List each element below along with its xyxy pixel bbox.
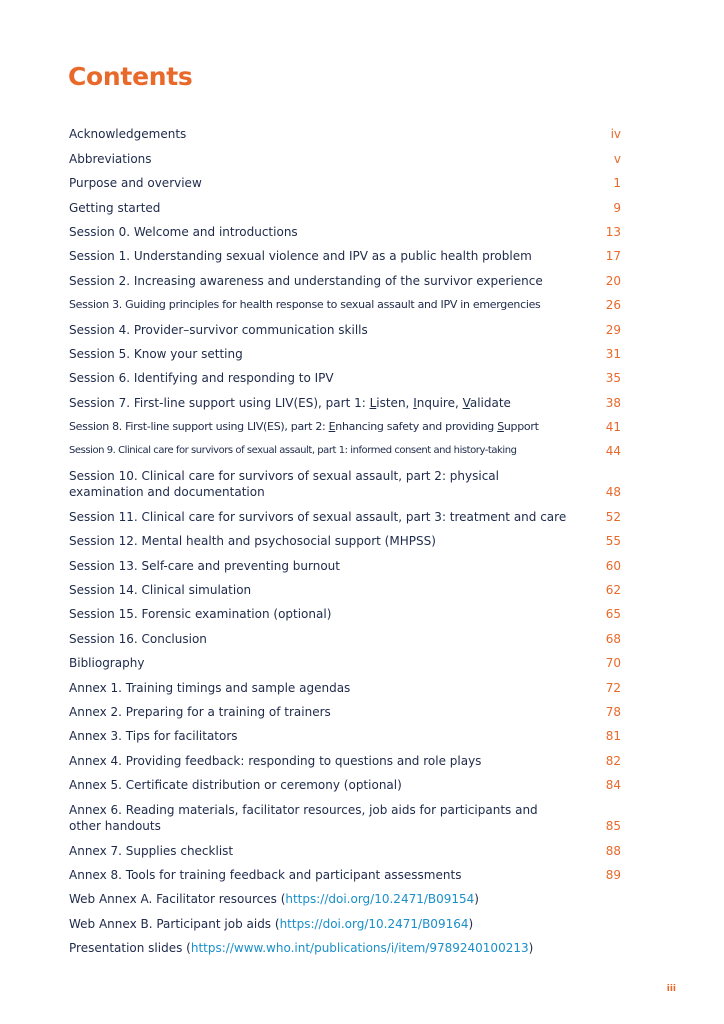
toc-entry[interactable] — [69, 169, 621, 193]
toc-entry-label: Session 12. Mental health and psychosocial support (MHPSS) — [69, 534, 436, 549]
toc-entry[interactable] — [69, 120, 621, 144]
toc-entry-page: 55 — [605, 534, 621, 549]
toc-entry-page: 17 — [605, 249, 621, 264]
toc-entry[interactable] — [69, 364, 621, 388]
footer-page-number: iii — [666, 984, 676, 994]
toc-entry-page: 65 — [605, 607, 621, 622]
toc-entry-page: 41 — [605, 420, 621, 435]
toc-entry-page: 60 — [605, 558, 621, 573]
toc-entry-page: 62 — [605, 583, 621, 598]
toc-entry[interactable] — [69, 266, 621, 290]
toc-entry[interactable] — [69, 600, 621, 624]
toc-entry[interactable] — [69, 722, 621, 746]
toc-entry-page: 78 — [605, 704, 621, 719]
toc-entry-label: Annex 6. Reading materials, facilitator resources, job aids for participants and other handouts — [69, 803, 538, 834]
toc-entry[interactable] — [69, 193, 621, 217]
toc-entry-page: 85 — [605, 819, 621, 834]
toc-entry-page: 13 — [605, 224, 621, 239]
toc-entry[interactable] — [69, 836, 621, 860]
toc-entry-label: Annex 1. Training timings and sample agendas — [69, 680, 351, 695]
toc-entry[interactable] — [69, 315, 621, 339]
toc-entry-page: iv — [610, 127, 621, 142]
toc-entry[interactable] — [69, 242, 621, 266]
toc-entry-label: Purpose and overview — [69, 176, 202, 191]
table-of-contents — [69, 120, 621, 958]
toc-entry[interactable] — [69, 461, 621, 502]
toc-entry[interactable] — [69, 551, 621, 575]
toc-entry-page: 29 — [605, 322, 621, 337]
toc-entry-label: Abbreviations — [69, 151, 152, 166]
toc-entry[interactable] — [69, 795, 621, 836]
toc-entry-label: Session 6. Identifying and responding to IPV — [69, 371, 334, 386]
toc-entry-label: Session 7. First-line support using LIV(ES), part 1: Listen, Inquire, Validate — [69, 395, 511, 410]
toc-entry-page: 88 — [605, 843, 621, 858]
web-entry — [69, 885, 621, 909]
toc-entry-label: Session 15. Forensic examination (optional) — [69, 607, 332, 622]
toc-entry[interactable] — [69, 746, 621, 770]
web-entry-label: Presentation slides (https://www.who.int/publications/i/item/9789240100213) — [69, 941, 534, 956]
toc-entry[interactable] — [69, 771, 621, 795]
toc-entry-label: Annex 4. Providing feedback: responding to questions and role plays — [69, 753, 482, 768]
page-title: Contents — [68, 62, 193, 91]
toc-entry-label: Annex 8. Tools for training feedback and participant assessments — [69, 867, 462, 882]
toc-entry-page: 52 — [605, 509, 621, 524]
toc-entry-page: 72 — [605, 680, 621, 695]
toc-entry-page: 38 — [605, 395, 621, 410]
toc-entry-label: Session 9. Clinical care for survivors of sexual assault, part 1: informed consent and history-taking — [69, 445, 517, 457]
toc-entry-label: Annex 7. Supplies checklist — [69, 843, 234, 858]
toc-entry-page: 82 — [605, 753, 621, 768]
toc-entry-page: 26 — [605, 298, 621, 313]
toc-entry-page: 70 — [605, 656, 621, 671]
toc-entry-page: 35 — [605, 371, 621, 386]
web-entry — [69, 909, 621, 933]
toc-entry-label: Bibliography — [69, 656, 145, 671]
toc-entry-page: 48 — [605, 485, 621, 500]
toc-entry-label: Session 1. Understanding sexual violence and IPV as a public health problem — [69, 249, 532, 264]
toc-entry[interactable] — [69, 576, 621, 600]
toc-entry[interactable] — [69, 861, 621, 885]
toc-entry[interactable] — [69, 144, 621, 168]
toc-entry-page: 84 — [605, 778, 621, 793]
toc-entry-label: Acknowledgements — [69, 127, 187, 142]
toc-entry-label: Annex 3. Tips for facilitators — [69, 729, 238, 744]
toc-entry-label: Session 10. Clinical care for survivors of sexual assault, part 2: physical examination and documentation — [69, 469, 499, 500]
presentation-slides-link[interactable]: https://www.who.int/publications/i/item/9789240100213 — [190, 941, 529, 956]
toc-entry[interactable] — [69, 698, 621, 722]
toc-entry[interactable] — [69, 527, 621, 551]
toc-entry[interactable] — [69, 291, 621, 315]
toc-entry-label: Session 11. Clinical care for survivors of sexual assault, part 3: treatment and care — [69, 509, 567, 524]
toc-entry-page: 1 — [613, 176, 621, 191]
toc-entry[interactable] — [69, 413, 621, 437]
toc-entry-label: Annex 5. Certificate distribution or ceremony (optional) — [69, 778, 402, 793]
web-entry-label: Web Annex B. Participant job aids (https://doi.org/10.2471/B09164) — [69, 916, 474, 931]
toc-entry[interactable] — [69, 388, 621, 412]
toc-entry-page: 31 — [605, 346, 621, 361]
toc-entry-page: v — [613, 151, 621, 166]
toc-entry[interactable] — [69, 502, 621, 526]
toc-entry[interactable] — [69, 649, 621, 673]
web-annex-b-link[interactable]: https://doi.org/10.2471/B09164 — [279, 916, 469, 931]
toc-entry-page: 20 — [605, 273, 621, 288]
web-entry — [69, 934, 621, 958]
toc-entry-label: Getting started — [69, 200, 161, 215]
toc-entry-page: 89 — [605, 867, 621, 882]
toc-entry-page: 9 — [613, 200, 621, 215]
toc-entry-label: Session 3. Guiding principles for health response to sexual assault and IPV in emergencies — [69, 298, 541, 312]
toc-entry-label: Session 16. Conclusion — [69, 631, 207, 646]
toc-entry-label: Session 13. Self-care and preventing burnout — [69, 558, 340, 573]
web-entry-label: Web Annex A. Facilitator resources (https://doi.org/10.2471/B09154) — [69, 892, 479, 907]
toc-entry-label: Session 5. Know your setting — [69, 346, 243, 361]
toc-entry-label: Session 0. Welcome and introductions — [69, 224, 298, 239]
toc-entry[interactable] — [69, 340, 621, 364]
toc-entry-page: 44 — [605, 444, 621, 459]
toc-entry-label: Session 4. Provider–survivor communication skills — [69, 322, 368, 337]
toc-entry[interactable] — [69, 624, 621, 648]
toc-entry-label: Annex 2. Preparing for a training of trainers — [69, 704, 331, 719]
toc-entry-label: Session 2. Increasing awareness and understanding of the survivor experience — [69, 273, 543, 288]
web-annex-a-link[interactable]: https://doi.org/10.2471/B09154 — [285, 892, 475, 907]
toc-entry[interactable] — [69, 437, 621, 461]
toc-entry-label: Session 14. Clinical simulation — [69, 583, 252, 598]
toc-entry-page: 81 — [605, 729, 621, 744]
toc-entry-label: Session 8. First-line support using LIV(ES), part 2: Enhancing safety and providing Support — [69, 420, 539, 434]
toc-entry-page: 68 — [605, 631, 621, 646]
toc-entry[interactable] — [69, 218, 621, 242]
toc-entry[interactable] — [69, 673, 621, 697]
